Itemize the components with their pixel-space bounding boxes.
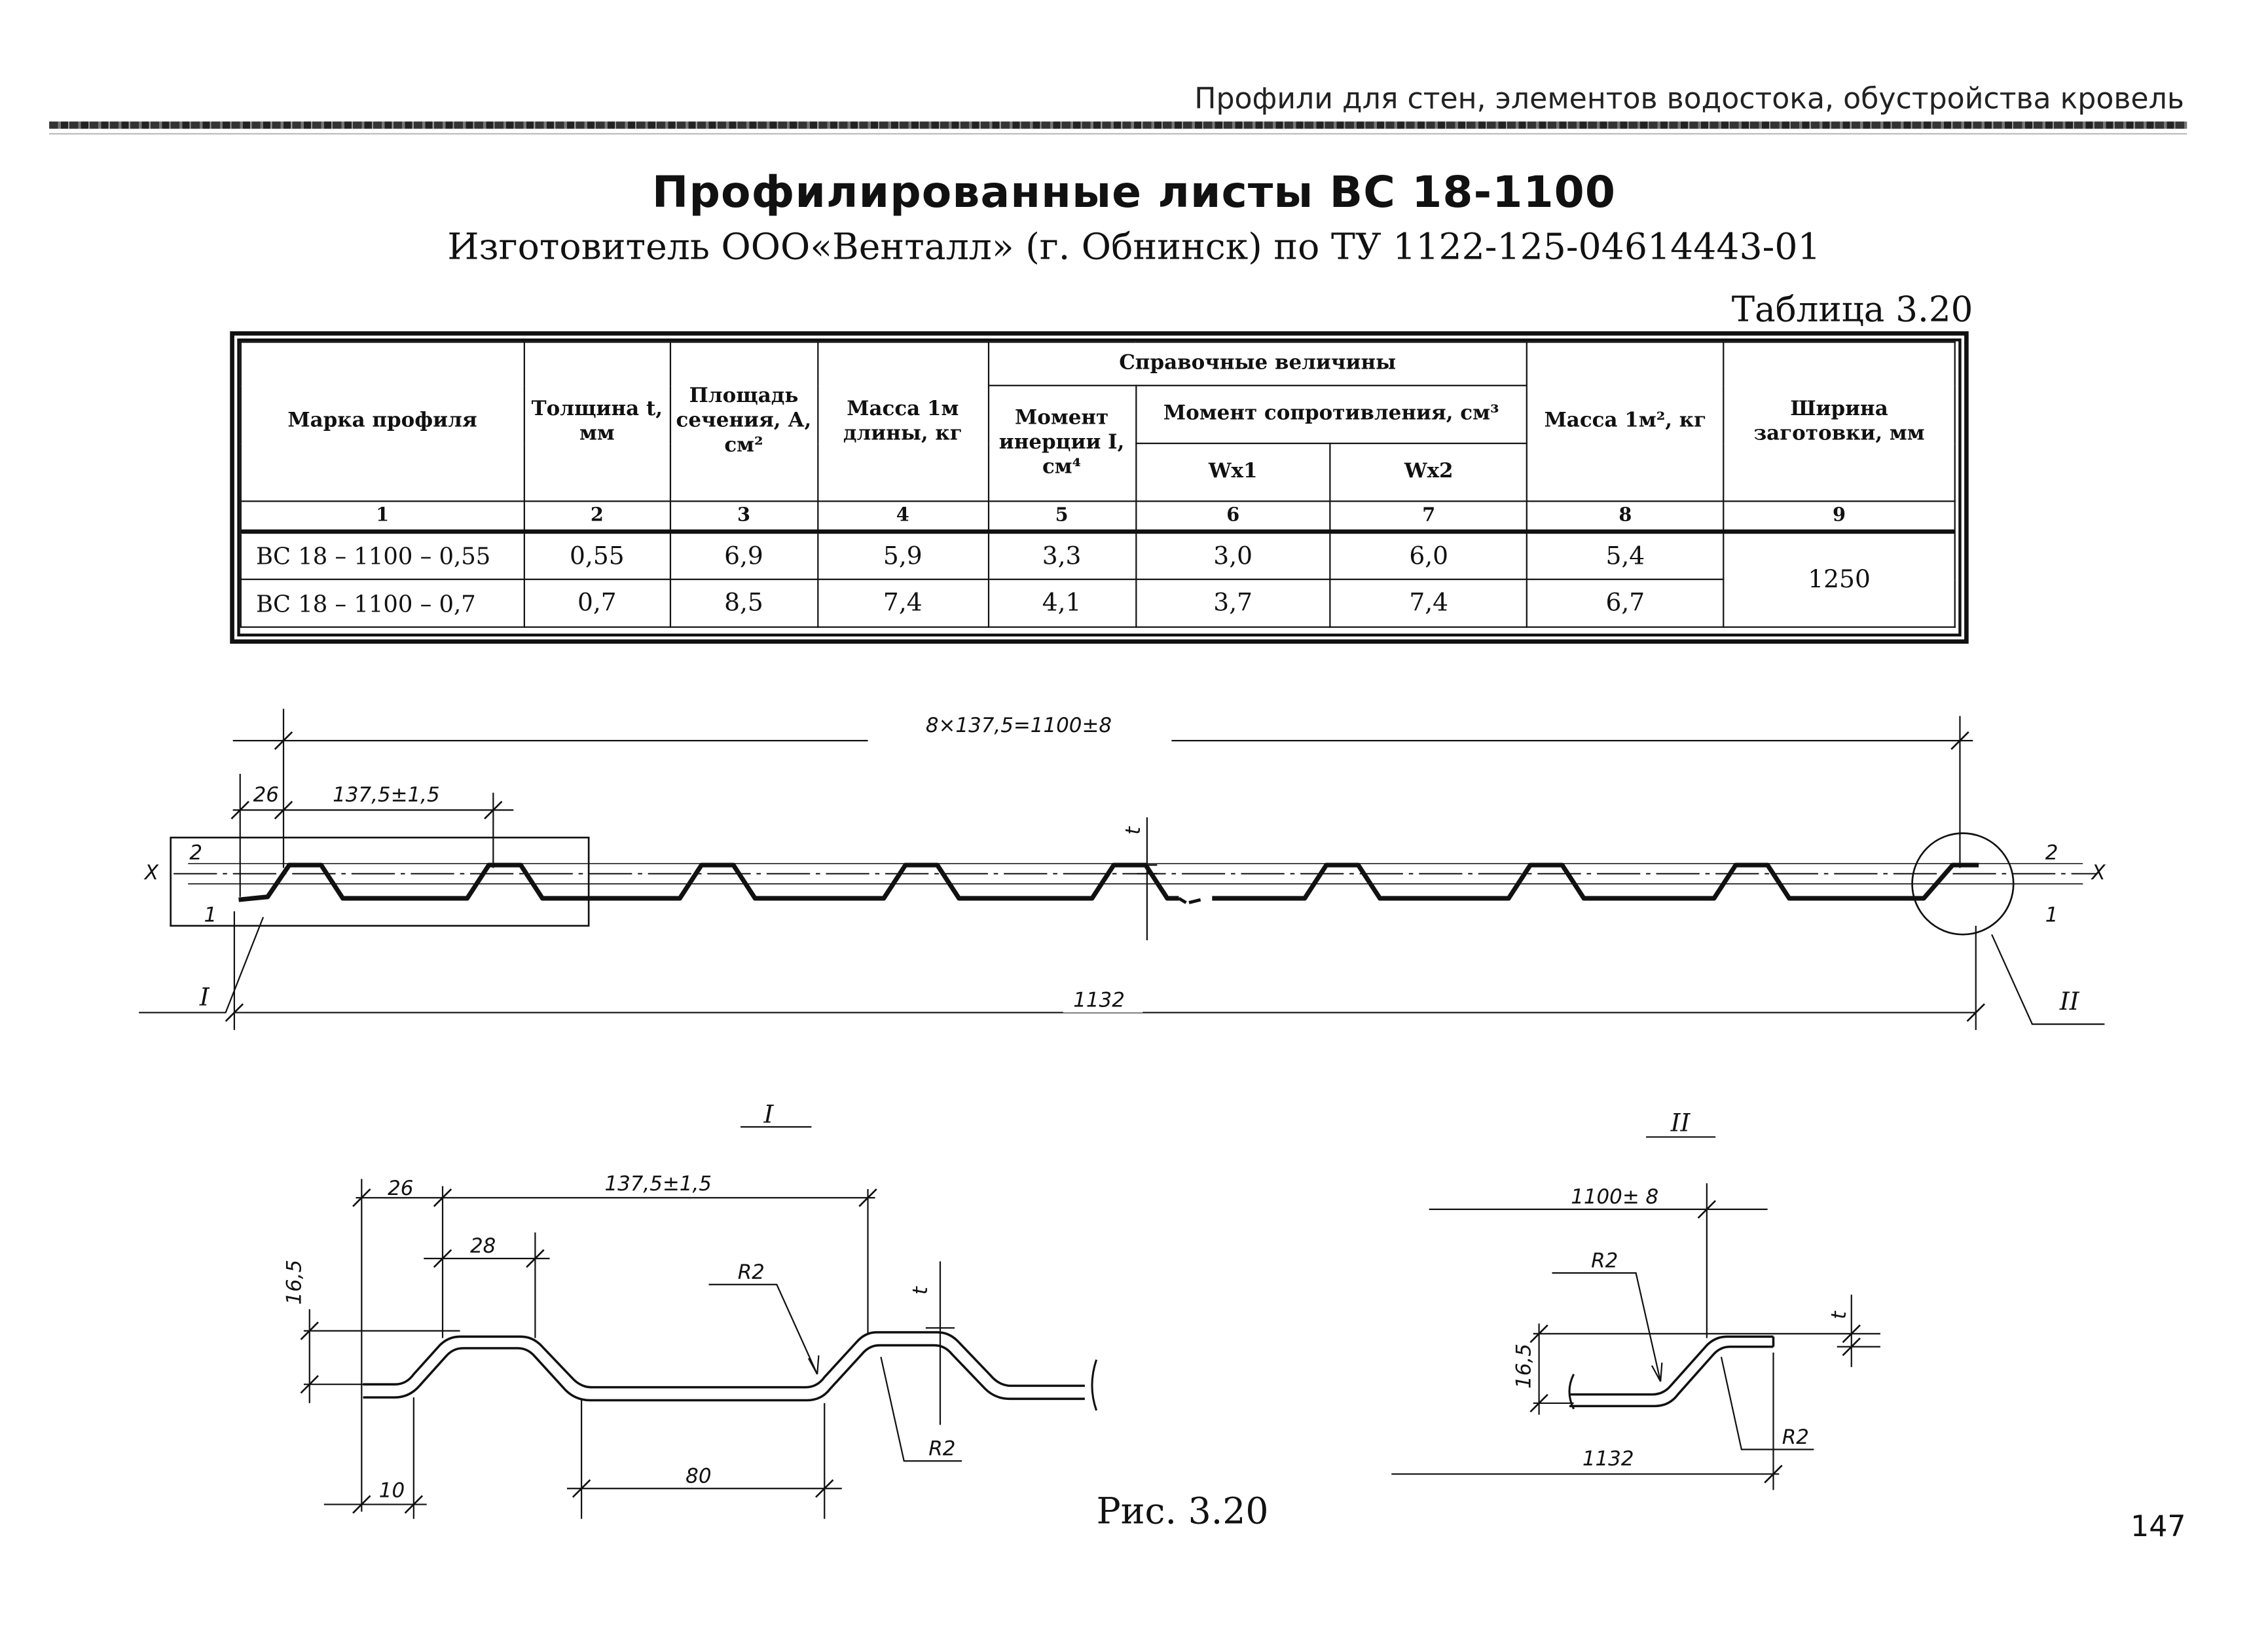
detail-dim-80: 80 [686,1464,712,1488]
detail-I-title: I [763,1099,774,1129]
col-number: 8 [1527,501,1723,531]
header-wx2: Wx2 [1330,443,1527,501]
header-area: Площадь сечения, А, см² [670,342,817,501]
cell-area: 8,5 [670,579,817,627]
table-label: Таблица 3.20 [1731,289,1973,330]
dim-1132: 1132 [1073,988,1125,1012]
running-header: Профили для стен, элементов водостока, обустройства кровель [1194,81,2184,116]
dim-26: 26 [253,782,279,807]
detail-dim-28: 28 [469,1234,496,1258]
header-reference: Справочные величины [988,342,1527,385]
col-number: 6 [1135,501,1330,531]
overall-dimension: 8×137,5=1100±8 [925,713,1112,737]
page-title: Профилированные листы ВС 18-1100 [651,168,1617,219]
header-mark: Марка профиля [241,342,524,501]
col-number: 3 [670,501,817,531]
col-number: 4 [818,501,988,531]
header-inertia: Момент инерции I, см⁴ [988,386,1135,502]
detail-ii-r2-bottom: R2 [1782,1425,1809,1449]
detail-dim-26: 26 [388,1176,414,1200]
cell-inertia: 4,1 [988,579,1135,627]
axis-1-left: 1 [204,903,217,927]
detail-dim-r2-bottom: R2 [928,1437,956,1461]
cell-mark: ВС 18 – 1100 – 0,7 [241,579,524,627]
axis-1-right: 1 [2045,903,2058,927]
cell-wx1: 3,7 [1135,579,1330,627]
cell-mark: ВС 18 – 1100 – 0,55 [241,532,524,579]
header-width: Ширина заготовки, мм [1723,342,1954,501]
cell-thickness: 0,55 [524,532,670,579]
detail-dim-pitch: 137,5±1,5 [604,1172,712,1196]
cell-area: 6,9 [670,532,817,579]
axis-x-left: X [144,861,159,885]
detail-ii-dim-16-5: 16,5 [1512,1344,1536,1389]
col-number: 7 [1330,501,1527,531]
detail-ii-r2-top: R2 [1591,1249,1619,1273]
cell-wx2: 7,4 [1330,579,1527,627]
detail-dim-r2-top: R2 [737,1260,765,1284]
detail-ii-thickness: t [1827,1311,1851,1319]
callout-II: II [2059,987,2079,1016]
main-profile-view [139,709,2104,1030]
header-thickness: Толщина t, мм [524,342,670,501]
detail-II-labels [1512,1109,1851,1471]
axis-2-right: 2 [2045,841,2058,865]
col-number: 1 [241,501,524,531]
cell-wx2: 6,0 [1330,532,1527,579]
header-wx1: Wx1 [1135,443,1330,501]
callout-I: I [199,982,210,1012]
detail-ii-dim-1132: 1132 [1582,1446,1634,1471]
detail-dim-16-5: 16,5 [282,1259,306,1305]
detail-dim-10: 10 [378,1479,405,1503]
page-subtitle: Изготовитель ООО«Венталл» (г. Обнинск) по ТУ 1122-125-04614443-01 [447,225,1821,268]
cell-mass-area: 6,7 [1527,579,1723,627]
detail-thickness-label: t [909,1287,933,1295]
detail-I-labels [283,1099,956,1502]
axis-2-left: 2 [189,841,203,865]
cell-width: 1250 [1723,532,1954,627]
cell-mass-length: 7,4 [818,579,988,627]
header-mass-area: Масса 1м², кг [1527,342,1723,501]
cell-wx1: 3,0 [1135,532,1330,579]
header-mass-length: Масса 1м длины, кг [818,342,988,501]
cell-mass-area: 5,4 [1527,532,1723,579]
dim-pitch: 137,5±1,5 [333,782,440,807]
col-number: 5 [988,501,1135,531]
detail-dim-1100: 1100± 8 [1571,1185,1659,1209]
col-number: 9 [1723,501,1954,531]
page-number: 147 [2131,1509,2186,1544]
cell-thickness: 0,7 [524,579,670,627]
cell-inertia: 3,3 [988,532,1135,579]
thickness-label: t [1121,826,1145,835]
cell-mass-length: 5,9 [818,532,988,579]
header-resistance: Момент сопротивления, см³ [1135,386,1527,443]
axis-x-right: X [2091,861,2106,885]
col-number: 2 [524,501,670,531]
detail-II-title: II [1670,1108,1691,1137]
figure-caption: Рис. 3.20 [1096,1490,1269,1532]
